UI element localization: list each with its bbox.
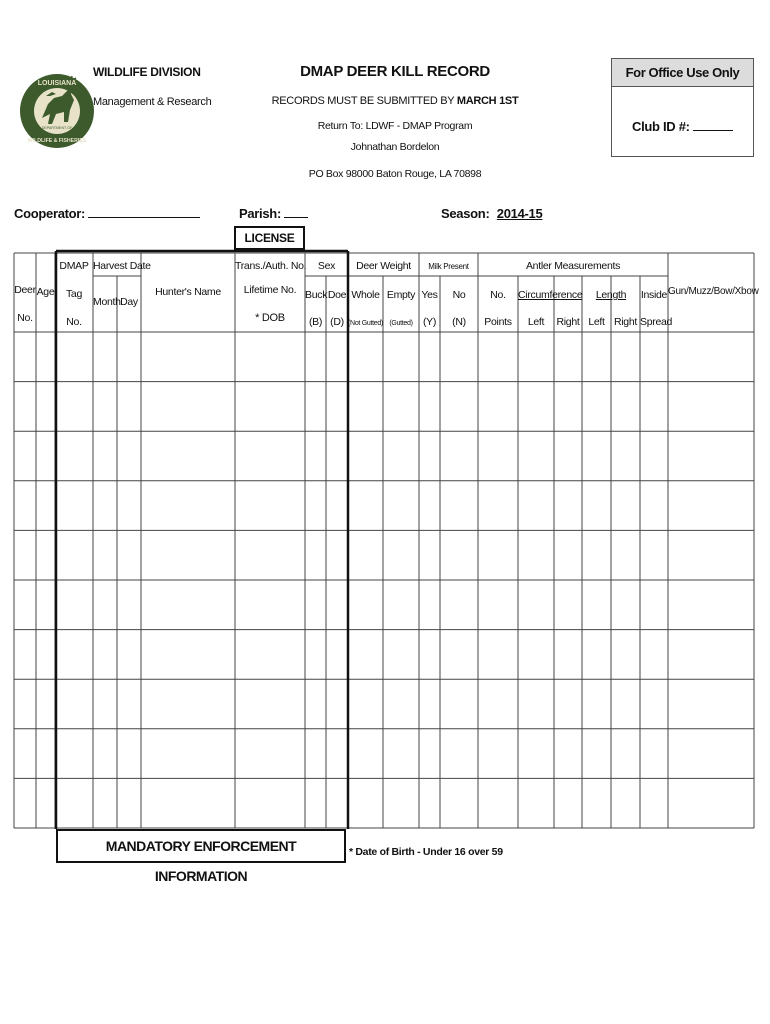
col-no-points-line1: No. <box>490 289 506 301</box>
col-harvest-date: Harvest Date <box>93 260 151 272</box>
col-inside-spread-line2: Spread <box>640 316 673 328</box>
col-age: Age <box>36 286 55 298</box>
col-milk-present: Milk Present <box>428 262 469 271</box>
col-length-left: Left <box>588 316 605 328</box>
parish-label: Parish: <box>239 206 281 221</box>
col-weapon: Gun/Muzz/Bow/Xbow <box>668 286 759 297</box>
col-whole: Whole <box>351 289 380 301</box>
col-no-points-line2: Points <box>484 316 512 328</box>
col-month: Month <box>93 296 121 308</box>
col-dob: * DOB <box>255 312 285 324</box>
col-length-right: Right <box>613 316 637 328</box>
col-milk-no: No <box>452 289 466 301</box>
dob-footnote: * Date of Birth - Under 16 over 59 <box>349 846 503 858</box>
col-deer-no-line2: No. <box>17 312 33 324</box>
col-antler-measurements: Antler Measurements <box>525 260 621 272</box>
col-milk-yes: Yes <box>421 289 438 301</box>
contact-name: Johnathan Bordelon <box>350 141 440 153</box>
subdivision-name: Management & Research <box>93 96 212 108</box>
col-sex: Sex <box>317 260 336 272</box>
deadline-prefix: RECORDS MUST BE SUBMITTED BY <box>271 95 457 107</box>
cooperator-label: Cooperator: <box>14 206 86 221</box>
col-length: Length <box>595 289 627 301</box>
col-buck: Buck <box>305 289 328 301</box>
col-doe: Doe <box>327 289 347 301</box>
col-circumference: Circumference <box>518 289 583 301</box>
col-yes-code: (Y) <box>422 316 437 328</box>
col-buck-code: (B) <box>308 316 323 328</box>
season-label: Season: <box>441 206 490 221</box>
col-hunters-name: Hunter's Name <box>155 286 221 298</box>
col-no-code: (N) <box>452 316 466 328</box>
season-value: 2014-15 <box>496 206 543 221</box>
col-trans-auth: Trans./Auth. No. <box>235 260 307 272</box>
form-title: DMAP DEER KILL RECORD <box>300 63 490 80</box>
col-day: Day <box>120 296 138 308</box>
col-gutted: (Gutted) <box>389 320 413 327</box>
col-circ-right: Right <box>556 316 580 328</box>
col-circ-left: Left <box>527 316 545 328</box>
col-dmap-line3: No. <box>66 316 82 328</box>
col-not-gutted: (Not Gutted) <box>348 320 383 327</box>
col-empty: Empty <box>386 289 416 301</box>
license-label: LICENSE <box>234 226 305 250</box>
division-name: WILDLIFE DIVISION <box>93 65 201 79</box>
seal-bottom-text: WILDLIFE & FISHERIES <box>27 138 87 144</box>
club-id-label: Club ID #: <box>632 119 690 134</box>
col-dmap-line1: DMAP <box>59 260 89 272</box>
mailing-address: PO Box 98000 Baton Rouge, LA 70898 <box>308 168 482 180</box>
seal-top-text: LOUISIANA <box>37 80 77 87</box>
seal-center-text: DEPARTMENT OF <box>41 126 73 130</box>
col-inside-spread-line1: Inside <box>640 289 668 301</box>
col-lifetime: Lifetime No. <box>243 284 297 296</box>
office-use-heading: For Office Use Only <box>612 59 753 87</box>
return-to-text: Return To: LDWF - DMAP Program <box>317 120 473 132</box>
col-doe-code: (D) <box>330 316 344 328</box>
deadline-date: MARCH 1ST <box>456 95 519 107</box>
col-deer-no-line1: Deer <box>14 284 36 296</box>
mandatory-enforcement-box: MANDATORY ENFORCEMENT INFORMATION <box>56 829 346 863</box>
col-dmap-line2: Tag <box>65 288 83 300</box>
col-deer-weight: Deer Weight <box>356 260 411 272</box>
